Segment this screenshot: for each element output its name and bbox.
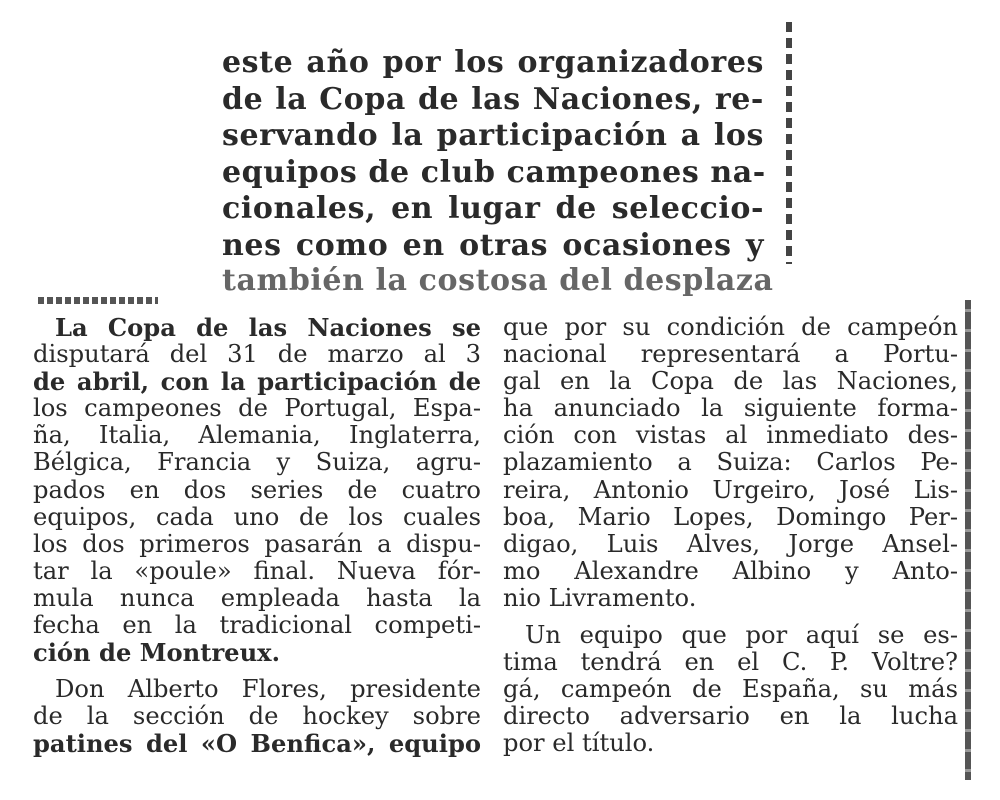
text-line: pados en dos series de cuatro bbox=[33, 475, 481, 504]
text-line: ción con vistas al inmediato des- bbox=[503, 421, 958, 450]
text-line: gá, campeón de España, su más bbox=[503, 675, 958, 704]
text-line: directo adversario en la lucha bbox=[503, 702, 958, 731]
text-line: Bélgica, Francia y Suiza, agru- bbox=[33, 448, 481, 477]
text-line: este año por los organizadores bbox=[222, 45, 764, 80]
text-line: mo Alexandre Albino y Anto- bbox=[503, 556, 958, 585]
text-line: tar la «poule» final. Nueva fór- bbox=[33, 556, 481, 585]
text-line: disputará del 31 de marzo al 3 bbox=[33, 340, 481, 369]
text-line: reira, Antonio Urgeiro, José Lis- bbox=[503, 475, 958, 504]
text-line: de abril, con la participación de bbox=[33, 367, 481, 397]
text-line: cionales, en lugar de seleccio- bbox=[222, 191, 764, 226]
text-line: nes como en otras ocasiones y bbox=[222, 227, 764, 263]
column-rule-right bbox=[965, 300, 971, 780]
text-line: boa, Mario Lopes, Domingo Per- bbox=[503, 502, 958, 531]
text-line: ción de Montreux. bbox=[33, 638, 281, 668]
text-line: que por su condición de campeón bbox=[503, 313, 958, 341]
column-rule-top bbox=[786, 22, 792, 264]
text-line: ha anunciado la siguiente forma- bbox=[503, 394, 958, 423]
right-column bbox=[503, 314, 958, 758]
text-line: patines del «O Benfica», equipo bbox=[33, 729, 481, 759]
text-line-clipped: también la costosa del desplaza bbox=[222, 263, 774, 298]
text-line: plazamiento a Suiza: Carlos Pe- bbox=[503, 448, 958, 477]
text-line: digao, Luis Alves, Jorge Ansel- bbox=[503, 529, 958, 558]
text-line: nio Livramento. bbox=[503, 583, 697, 612]
text-line: equipos, cada uno de los cuales bbox=[33, 502, 481, 531]
text-line: gal en la Copa de las Naciones, bbox=[503, 367, 958, 396]
text-line: equipos de club campeones na- bbox=[222, 154, 766, 190]
text-line: por el título. bbox=[503, 729, 655, 758]
clipping-edge-mark bbox=[38, 297, 158, 304]
text-line: mula nunca empleada hasta la bbox=[33, 583, 481, 612]
text-line: nacional representará a Portu- bbox=[503, 340, 958, 369]
text-line: de la sección de hockey sobre bbox=[33, 702, 481, 731]
left-column bbox=[33, 314, 481, 758]
top-paragraph bbox=[222, 45, 774, 298]
text-line: servando la participación a los bbox=[222, 118, 764, 153]
text-line: los dos primeros pasarán a dispu- bbox=[33, 529, 481, 558]
text-line: Un equipo que por aquí se es- bbox=[525, 621, 958, 650]
text-line: de la Copa de las Naciones, re- bbox=[222, 81, 764, 117]
text-line: La Copa de las Naciones se bbox=[55, 313, 481, 342]
text-line: los campeones de Portugal, Espa- bbox=[33, 394, 481, 423]
text-line: ña, Italia, Alemania, Inglaterra, bbox=[33, 421, 481, 450]
text-line: tima tendrá en el C. P. Voltre? bbox=[503, 648, 958, 677]
text-line: fecha en la tradicional competi- bbox=[33, 611, 481, 640]
text-line: Don Alberto Flores, presidente bbox=[55, 675, 481, 704]
